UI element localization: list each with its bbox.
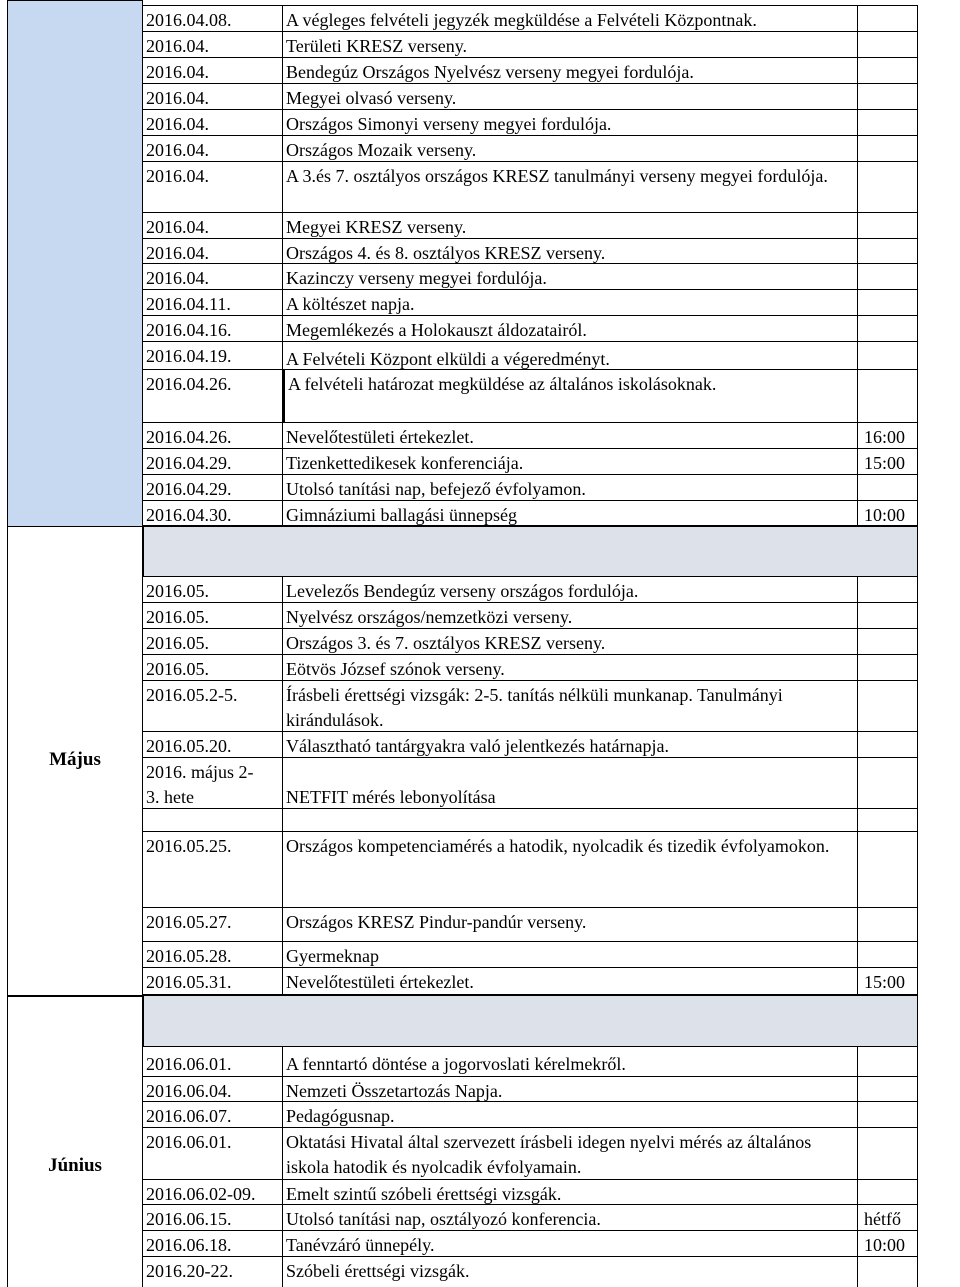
- date-cell: 2016. május 2-3. hete: [143, 758, 283, 808]
- date-cell: 2016.06.01.: [143, 1128, 283, 1179]
- event-cell: Területi KRESZ verseny.: [283, 32, 858, 57]
- month-cell-april: [7, 0, 143, 526]
- event-cell: Megemlékezés a Holokauszt áldozatairól.: [283, 316, 858, 341]
- event-cell: A Felvételi Központ elküldi a végeredményt.: [283, 342, 858, 369]
- table-row: [143, 423, 918, 449]
- table-row: [143, 681, 918, 732]
- date-cell: 2016.05.: [143, 629, 283, 654]
- event-cell: Írásbeli érettségi vizsgák: 2-5. tanítás nélküli munkanap. Tanulmányi kirándulások.: [283, 681, 858, 731]
- month-cell-may: [7, 526, 143, 995]
- date-cell: 2016.04.16.: [143, 316, 283, 341]
- table-row: [143, 577, 918, 603]
- date-cell: 2016.04.08.: [143, 6, 283, 31]
- time-cell: [858, 110, 918, 135]
- month-label-june: Június: [48, 1155, 102, 1176]
- date-cell: 2016.04.29.: [143, 475, 283, 500]
- event-cell: A költészet napja.: [283, 290, 858, 315]
- table-row: [143, 908, 918, 942]
- table-row: [143, 942, 918, 968]
- date-cell: 2016.04.: [143, 58, 283, 83]
- event-cell: Megyei olvasó verseny.: [283, 84, 858, 109]
- event-cell: Tizenkettedikesek konferenciája.: [283, 449, 858, 474]
- table-row: [143, 84, 918, 110]
- event-cell: Kazinczy verseny megyei fordulója.: [283, 264, 858, 289]
- time-cell: [858, 732, 918, 757]
- time-cell: [858, 1077, 918, 1101]
- table-row: [143, 1205, 918, 1231]
- table-row: [143, 1047, 918, 1077]
- event-cell: Tanévzáró ünnepély.: [283, 1231, 858, 1256]
- time-cell: hétfő: [864, 1209, 901, 1229]
- event-cell: NETFIT mérés lebonyolítása: [283, 758, 858, 808]
- time-cell: [858, 1180, 918, 1204]
- table-row: [143, 655, 918, 681]
- event-cell: A végleges felvételi jegyzék megküldése a Felvételi Központnak.: [283, 6, 858, 31]
- time-cell: 10:00: [864, 1235, 906, 1255]
- month-cell-june: [7, 995, 143, 1287]
- date-cell: 2016.06.02-09.: [143, 1180, 283, 1204]
- time-cell: [858, 942, 918, 967]
- table-row: [143, 758, 918, 809]
- event-cell: [283, 809, 858, 831]
- date-cell: 2016.05.27.: [143, 908, 283, 941]
- time-cell: [858, 239, 918, 263]
- date-cell: 2016.04.: [143, 32, 283, 57]
- event-cell: Országos kompetenciamérés a hatodik, nyolcadik és tizedik évfolyamokon.: [283, 832, 858, 907]
- event-cell: Gyermeknap: [283, 942, 858, 967]
- table-row: [143, 1231, 918, 1257]
- table-row: [143, 239, 918, 264]
- time-cell: [858, 6, 918, 31]
- table-row: [143, 162, 918, 213]
- table-row: [143, 809, 918, 832]
- date-cell: 2016.04.19.: [143, 342, 283, 369]
- event-cell: Utolsó tanítási nap, befejező évfolyamon.: [283, 475, 858, 500]
- event-cell: Szóbeli érettségi vizsgák.: [283, 1257, 858, 1287]
- table-row: [143, 316, 918, 342]
- event-cell: Nemzeti Összetartozás Napja.: [283, 1077, 858, 1101]
- event-cell: Nyelvész országos/nemzetközi verseny.: [283, 603, 858, 628]
- time-cell: 16:00: [864, 427, 906, 447]
- date-cell: 2016.06.04.: [143, 1077, 283, 1101]
- time-cell: 10:00: [864, 505, 906, 525]
- date-cell: 2016.04.: [143, 264, 283, 289]
- date-cell: 2016.05.: [143, 655, 283, 680]
- time-cell: [858, 162, 918, 212]
- table-row: [143, 32, 918, 58]
- time-cell: [858, 1128, 918, 1179]
- time-cell: [858, 809, 918, 831]
- time-cell: [858, 316, 918, 341]
- time-cell: [858, 832, 918, 907]
- event-cell: Bendegúz Országos Nyelvész verseny megyei fordulója.: [283, 58, 858, 83]
- table-row: [143, 213, 918, 239]
- event-cell: Oktatási Hivatal által szervezett írásbeli idegen nyelvi mérés az általános iskola hatodik és nyolcadik évfolyamain.: [283, 1128, 858, 1179]
- time-cell: 15:00: [864, 453, 906, 473]
- table-row: [143, 58, 918, 84]
- time-cell: [858, 1257, 918, 1287]
- table-row: [143, 264, 918, 290]
- time-cell: [858, 136, 918, 161]
- time-cell: [858, 213, 918, 238]
- time-cell: [858, 908, 918, 941]
- date-cell: 2016.06.07.: [143, 1102, 283, 1127]
- date-cell: 2016.04.26.: [143, 370, 283, 422]
- date-cell: 2016.04.29.: [143, 449, 283, 474]
- event-cell: Választható tantárgyakra való jelentkezés határnapja.: [283, 732, 858, 757]
- event-cell: Eötvös József szónok verseny.: [283, 655, 858, 680]
- event-cell: Emelt szintű szóbeli érettségi vizsgák.: [283, 1180, 858, 1204]
- event-cell: Országos 4. és 8. osztályos KRESZ verseny.: [283, 239, 858, 263]
- table-row: [143, 475, 918, 501]
- event-cell: Országos KRESZ Pindur-pandúr verseny.: [283, 908, 858, 941]
- date-cell: 2016.05.20.: [143, 732, 283, 757]
- time-cell: [858, 681, 918, 731]
- time-cell: [858, 577, 918, 602]
- event-cell: Országos 3. és 7. osztályos KRESZ verseny.: [283, 629, 858, 654]
- event-cell: Levelezős Bendegúz verseny országos fordulója.: [283, 577, 858, 602]
- date-cell: 2016.06.15.: [143, 1205, 283, 1230]
- date-cell: 2016.05.: [143, 577, 283, 602]
- event-cell: Gimnáziumi ballagási ünnepség: [283, 501, 858, 525]
- event-cell: A fenntartó döntése a jogorvoslati kérelmekről.: [283, 1047, 858, 1076]
- time-cell: [858, 475, 918, 500]
- event-cell: A 3.és 7. osztályos országos KRESZ tanulmányi verseny megyei fordulója.: [283, 162, 858, 212]
- table-row: [143, 732, 918, 758]
- table-row: [143, 110, 918, 136]
- date-cell: 2016.04.11.: [143, 290, 283, 315]
- event-cell: A felvételi határozat megküldése az általános iskolásoknak.: [283, 370, 858, 422]
- table-row: [143, 1180, 918, 1205]
- table-row: [143, 290, 918, 316]
- date-cell: 2016.20-22.: [143, 1257, 283, 1287]
- table-row: [143, 1102, 918, 1128]
- time-cell: [858, 32, 918, 57]
- date-cell: 2016.04.: [143, 213, 283, 238]
- event-cell: Utolsó tanítási nap, osztályozó konferencia.: [283, 1205, 858, 1230]
- event-cell: Megyei KRESZ verseny.: [283, 213, 858, 238]
- date-cell: 2016.04.: [143, 84, 283, 109]
- time-cell: [858, 342, 918, 369]
- table-row: [143, 1128, 918, 1180]
- date-cell: 2016.05.25.: [143, 832, 283, 907]
- event-cell: Nevelőtestületi értekezlet.: [283, 968, 858, 994]
- date-cell: 2016.06.18.: [143, 1231, 283, 1256]
- time-cell: [858, 655, 918, 680]
- date-cell: [143, 809, 283, 831]
- date-cell: 2016.05.28.: [143, 942, 283, 967]
- date-cell: 2016.04.: [143, 239, 283, 263]
- table-row: [143, 1077, 918, 1102]
- month-separator-band: [143, 995, 918, 1047]
- event-cell: Országos Simonyi verseny megyei fordulója.: [283, 110, 858, 135]
- table-row: [143, 501, 918, 526]
- table-row: [143, 1257, 918, 1287]
- time-cell: [858, 84, 918, 109]
- event-cell: Nevelőtestületi értekezlet.: [283, 423, 858, 448]
- time-cell: [858, 629, 918, 654]
- event-cell: Országos Mozaik verseny.: [283, 136, 858, 161]
- time-cell: [858, 264, 918, 289]
- date-cell: 2016.04.: [143, 110, 283, 135]
- time-cell: [858, 58, 918, 83]
- month-separator-band: [143, 526, 918, 577]
- date-cell: 2016.04.: [143, 136, 283, 161]
- table-row: [143, 629, 918, 655]
- time-cell: [858, 603, 918, 628]
- time-cell: [858, 370, 918, 422]
- event-cell: Pedagógusnap.: [283, 1102, 858, 1127]
- time-cell: [858, 1047, 918, 1076]
- table-row: [143, 449, 918, 475]
- date-cell: 2016.04.30.: [143, 501, 283, 525]
- table-row: [143, 370, 918, 423]
- table-row: [143, 603, 918, 629]
- time-cell: [858, 758, 918, 808]
- date-cell: 2016.04.26.: [143, 423, 283, 448]
- table-row: [143, 136, 918, 162]
- table-row: [143, 968, 918, 995]
- table-row: [143, 5, 918, 32]
- date-cell: 2016.06.01.: [143, 1047, 283, 1076]
- month-label-may: Május: [49, 749, 101, 770]
- date-cell: 2016.05.31.: [143, 968, 283, 994]
- table-row: [143, 342, 918, 370]
- date-cell: 2016.04.: [143, 162, 283, 212]
- time-cell: [858, 290, 918, 315]
- time-cell: [858, 1102, 918, 1127]
- table-row: [143, 832, 918, 908]
- date-cell: 2016.05.2-5.: [143, 681, 283, 731]
- time-cell: 15:00: [864, 972, 906, 992]
- date-cell: 2016.05.: [143, 603, 283, 628]
